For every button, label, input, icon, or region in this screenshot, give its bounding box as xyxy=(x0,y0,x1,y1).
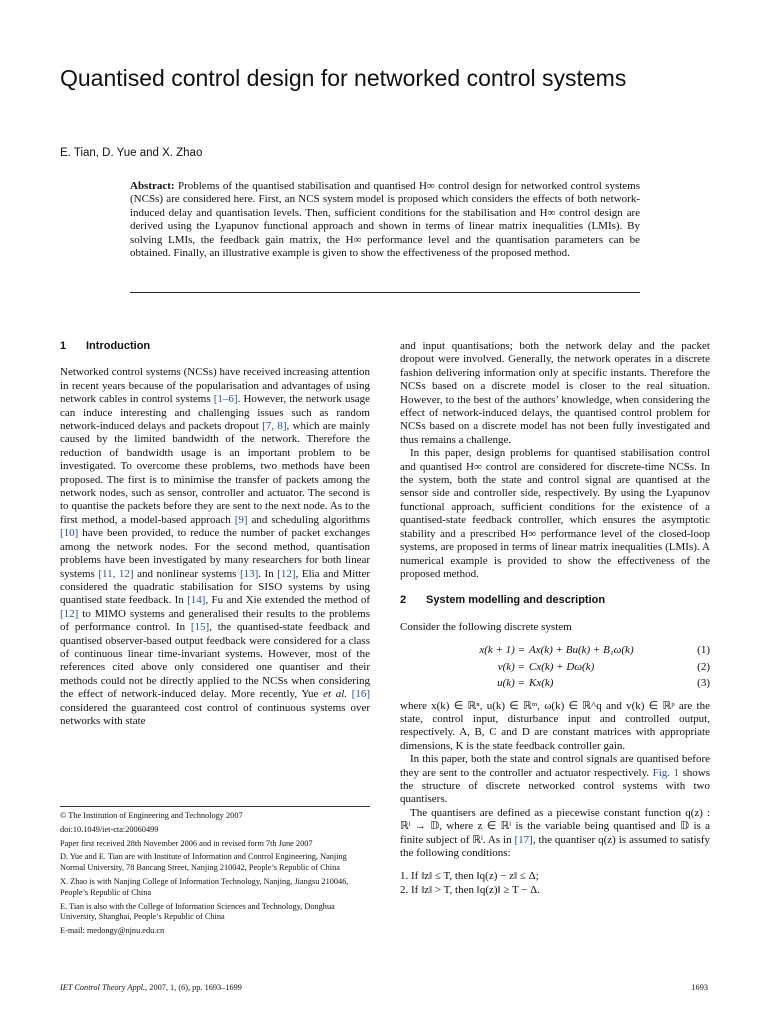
footnotes xyxy=(60,806,370,940)
citation-link[interactable]: [10] xyxy=(60,527,79,540)
section-1-heading xyxy=(60,340,370,353)
system-intro: Consider the following discrete system xyxy=(400,620,572,633)
citation-link[interactable]: [7, 8] xyxy=(262,420,287,433)
citation-link[interactable]: [14] xyxy=(187,594,206,607)
abstract-text: Problems of the quantised stabilisation and quantised H∞ control design for networked control systems (NCSs) are considered here. First, an NCS system model is proposed which considers the effects of both network-induced delay and quantisation levels. Then, sufficient conditions for the stabilisation and H∞ control design are derived using the Lyapunov functional approach and shown in terms of linear matrix inequalities (LMIs). By solving LMIs, the feedback gain matrix, the H∞ performance level and the quantisation parameters can be obtained. Finally, an illustrative example is given to show the effectiveness of the proposed method. xyxy=(130,180,640,260)
journal-name: IET Control Theory Appl. xyxy=(60,983,146,992)
citation-link[interactable]: [9] xyxy=(234,513,248,526)
paper-title: Quantised control design for networked control systems xyxy=(60,65,627,91)
citation-link[interactable]: [12] xyxy=(60,607,79,620)
section-number: 1 xyxy=(60,340,67,352)
citation-link[interactable]: [17] xyxy=(514,833,533,846)
condition-1: 1. If ‖z‖ ≤ T, then ‖q(z) − z‖ ≤ Δ; xyxy=(400,869,539,882)
quantiser-definition: The quantisers are defined as a piecewise constant function q(z) : ℝˡ → 𝔻, where z ∈ ℝˡ is the variable being quantised and 𝔻 is a finite subject of ℝˡ. As in [17], the quantiser q(z) is assumed to satisfy the following conditions: xyxy=(400,806,710,860)
citation-link[interactable]: [11, 12] xyxy=(98,567,134,580)
left-column xyxy=(60,340,370,728)
affiliation-note: D. Yue and E. Tian are with Institute of Information and Control Engineering, Nanjing Normal University, 78 Bancang Street, Nanjing 210042, People’s Republic of China xyxy=(60,852,347,873)
affiliation-note: E. Tian is also with the College of Information Sciences and Technology, Donghua University, Shanghai, People’s Republic of China xyxy=(60,901,335,922)
section-number: 2 xyxy=(400,594,407,607)
section-title: Introduction xyxy=(86,340,151,352)
journal-citation xyxy=(60,983,242,992)
intro-paragraph-3: In this paper, design problems for quantised stabilisation control and quantised H∞ control are considered for discrete-time NCSs. In the system, both the state and control signal are quantised at the sensor side and controller side, respectively. By using the Lyapunov functional approach, sufficient conditions for the existence of a quantised-state feedback controller, which ensures the asymptotic stability and a prescribed H∞ performance level of the closed-loop systems, are proposed in terms of linear matrix inequalities (LMIs). A numerical example is provided to show the effectiveness of the proposed method. xyxy=(400,447,710,580)
citation-link[interactable]: [16] xyxy=(351,688,370,701)
received-note: Paper first received 28th November 2006 and in revised form 7th June 2007 xyxy=(60,838,313,848)
equation-1: x(k + 1) = Ax(k) + Bu(k) + B₁ω(k) (1) xyxy=(479,644,710,657)
right-column xyxy=(400,340,710,897)
abstract-label: Abstract: xyxy=(130,180,175,192)
equation-block xyxy=(400,642,710,692)
intro-paragraph-continued: and input quantisations; both the network delay and the packet dropout were involved. Generally, the network operates in a discrete fashion delivering information only at specific instants. Therefore the NCSs based on a discrete model is closer to the real situation. However, to the best of the authors’ knowledge, when considering the effect of network-induced delays, the quantised control problem for NCSs based on a discrete model has not been fully investigated and thus remains a challenge. xyxy=(400,340,710,446)
footnote-divider xyxy=(60,806,370,807)
citation-link[interactable]: [13] xyxy=(239,567,259,580)
equation-2: v(k) = Cx(k) + Dω(k) (2) xyxy=(497,660,710,673)
intro-paragraph: Networked control systems (NCSs) have received increasing attention in recent years because of the popularisation and advantages of using network cables in control systems [1–6]. However, the network usage can induce interesting and challenging issues such as random network-induced delays and packets dropout [7, 8], which are mainly caused by the limited bandwidth of the network. Therefore the reduction of bandwidth usage is an important problem to be investigated. To overcome these problems, two methods have been proposed. The first is to minimise the transfer of packets among the network nodes, such as sensor, controller and actuator. The second is to quantise the packets before they are sent to the next node. As to the first method, a model-based approach [9] and scheduling algorithms [10] have been provided, to reduce the number of packet exchanges among the network nodes. For the second method, quantisation problems have been investigated by many researchers for both linear systems [11, 12] and nonlinear systems [13]. In [12], Elia and Mitter considered the quadratic stabilisation for SISO systems by using quantised state feedback. In [14], Fu and Xie extended the method of [12] to MIMO systems and generalised their results to the problems of performance control. In [15], the quantised-state feedback and quantised observer-based output feedback were considered for a class of continuous linear time-invariant systems. However, most of the references cited above only considered one quantiser and their methods could not be directly applied to the NCSs when considering the effect of network-induced delay. More recently, Yue et al. [16] considered the guaranteed cost control of continuous systems over networks with state xyxy=(60,366,371,727)
citation-link[interactable]: [15] xyxy=(190,621,210,634)
abstract-divider xyxy=(130,292,640,293)
citation-link[interactable]: [12] xyxy=(277,567,296,580)
variable-definitions: where x(k) ∈ ℝⁿ, u(k) ∈ ℝᵐ, ω(k) ∈ ℝ^q and v(k) ∈ ℝᵖ are the state, control input, disturbance input and controlled output, respectively. A, B, C and D are constant matrices with appropriate dimensions, K is the state feedback controller gain. xyxy=(400,699,710,752)
doi-note: doi:10.1049/iet-cta:20060499 xyxy=(60,824,159,834)
quantisation-paragraph: In this paper, both the state and control signals are quantised before they are sent to the controller and actuator respectively. Fig. 1 shows the structure of discrete networked control systems with two quantisers. xyxy=(400,753,710,806)
email-note: E-mail: medongy@njnu.edu.cn xyxy=(60,926,165,936)
equation-3: u(k) = Kx(k) (3) xyxy=(497,677,710,690)
author-list: E. Tian, D. Yue and X. Zhao xyxy=(60,147,203,159)
figure-link[interactable]: Fig. 1 xyxy=(652,766,679,779)
section-title: System modelling and description xyxy=(426,594,606,607)
section-2-heading xyxy=(400,594,710,607)
journal-details: , 2007, 1, (6), pp. 1693–1699 xyxy=(145,983,242,992)
quantiser-conditions xyxy=(400,869,710,897)
affiliation-note: X. Zhao is with Nanjing College of Information Technology, Nanjing, Jiangsu 210046, People’s Republic of China xyxy=(60,876,349,897)
abstract xyxy=(130,180,640,260)
copyright-note: © The Institution of Engineering and Technology 2007 xyxy=(60,811,243,820)
condition-2: 2. If ‖z‖ > T, then ‖q(z)‖ ≥ T − Δ. xyxy=(400,883,541,896)
citation-link[interactable]: [1–6] xyxy=(213,393,238,406)
page-number: 1693 xyxy=(691,983,708,992)
